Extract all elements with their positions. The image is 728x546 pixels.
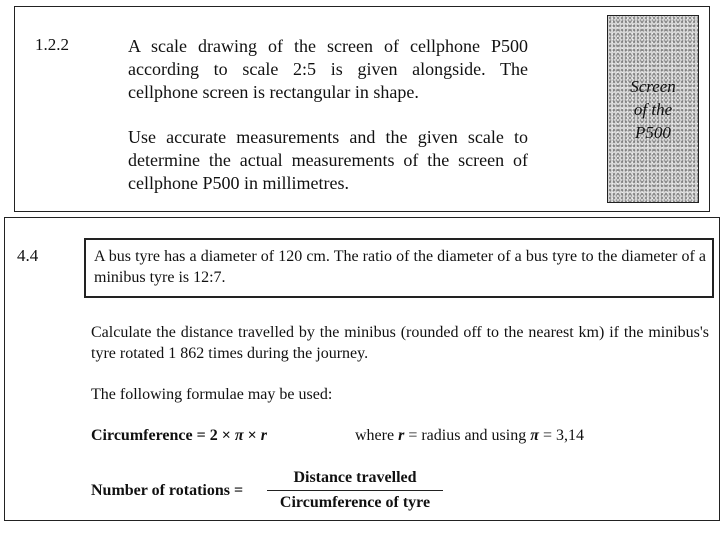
- where-prefix: where: [355, 427, 395, 444]
- where-pi-symbol: π: [530, 427, 539, 444]
- question-1-2-2-panel: [14, 6, 710, 212]
- fraction-numerator: Distance travelled: [267, 469, 443, 491]
- screen-label-line-1: Screen: [630, 77, 676, 96]
- circumference-formula: [91, 427, 584, 445]
- fraction-denominator: Circumference of tyre: [279, 494, 431, 511]
- screen-label-line-3: P500: [635, 123, 671, 142]
- times-symbol: ×: [247, 427, 257, 444]
- rotations-fraction: [267, 469, 443, 512]
- cellphone-screen-scale-drawing: [607, 15, 699, 203]
- where-mid: = radius and using: [408, 427, 527, 444]
- circumference-lhs: Circumference = 2 ×: [91, 427, 231, 444]
- question-number: 1.2.2: [35, 35, 69, 54]
- given-information-text: A bus tyre has a diameter of 120 cm. The ratio of the diameter of a bus tyre to the diameter of a minibus tyre is 12:7.: [94, 248, 706, 286]
- given-information-box: [84, 238, 714, 298]
- question-number: 4.4: [17, 246, 39, 265]
- rotations-formula-label: Number of rotations =: [91, 482, 244, 499]
- question-4-4-panel: [4, 217, 720, 521]
- question-paragraph-1: A scale drawing of the screen of cellphone P500 according to scale 2:5 is given alongside. The cellphone screen is rectangular in shape.: [128, 36, 528, 102]
- where-pi-value: = 3,14: [542, 427, 584, 444]
- pi-symbol: π: [234, 427, 244, 444]
- question-instruction: Calculate the distance travelled by the minibus (rounded off to the nearest km) if the minibus's tyre rotated 1 862 times during the journey.: [91, 324, 709, 362]
- radius-symbol: r: [260, 427, 267, 444]
- question-paragraph-2: Use accurate measurements and the given scale to determine the actual measurements of the screen of cellphone P500 in millimetres.: [128, 127, 528, 193]
- screen-label-line-2: of the: [633, 100, 673, 119]
- formula-note: [355, 427, 584, 445]
- question-text: [128, 35, 528, 195]
- screen-label: [608, 75, 698, 144]
- formulae-intro: The following formulae may be used:: [91, 386, 333, 403]
- where-radius-symbol: r: [398, 427, 405, 444]
